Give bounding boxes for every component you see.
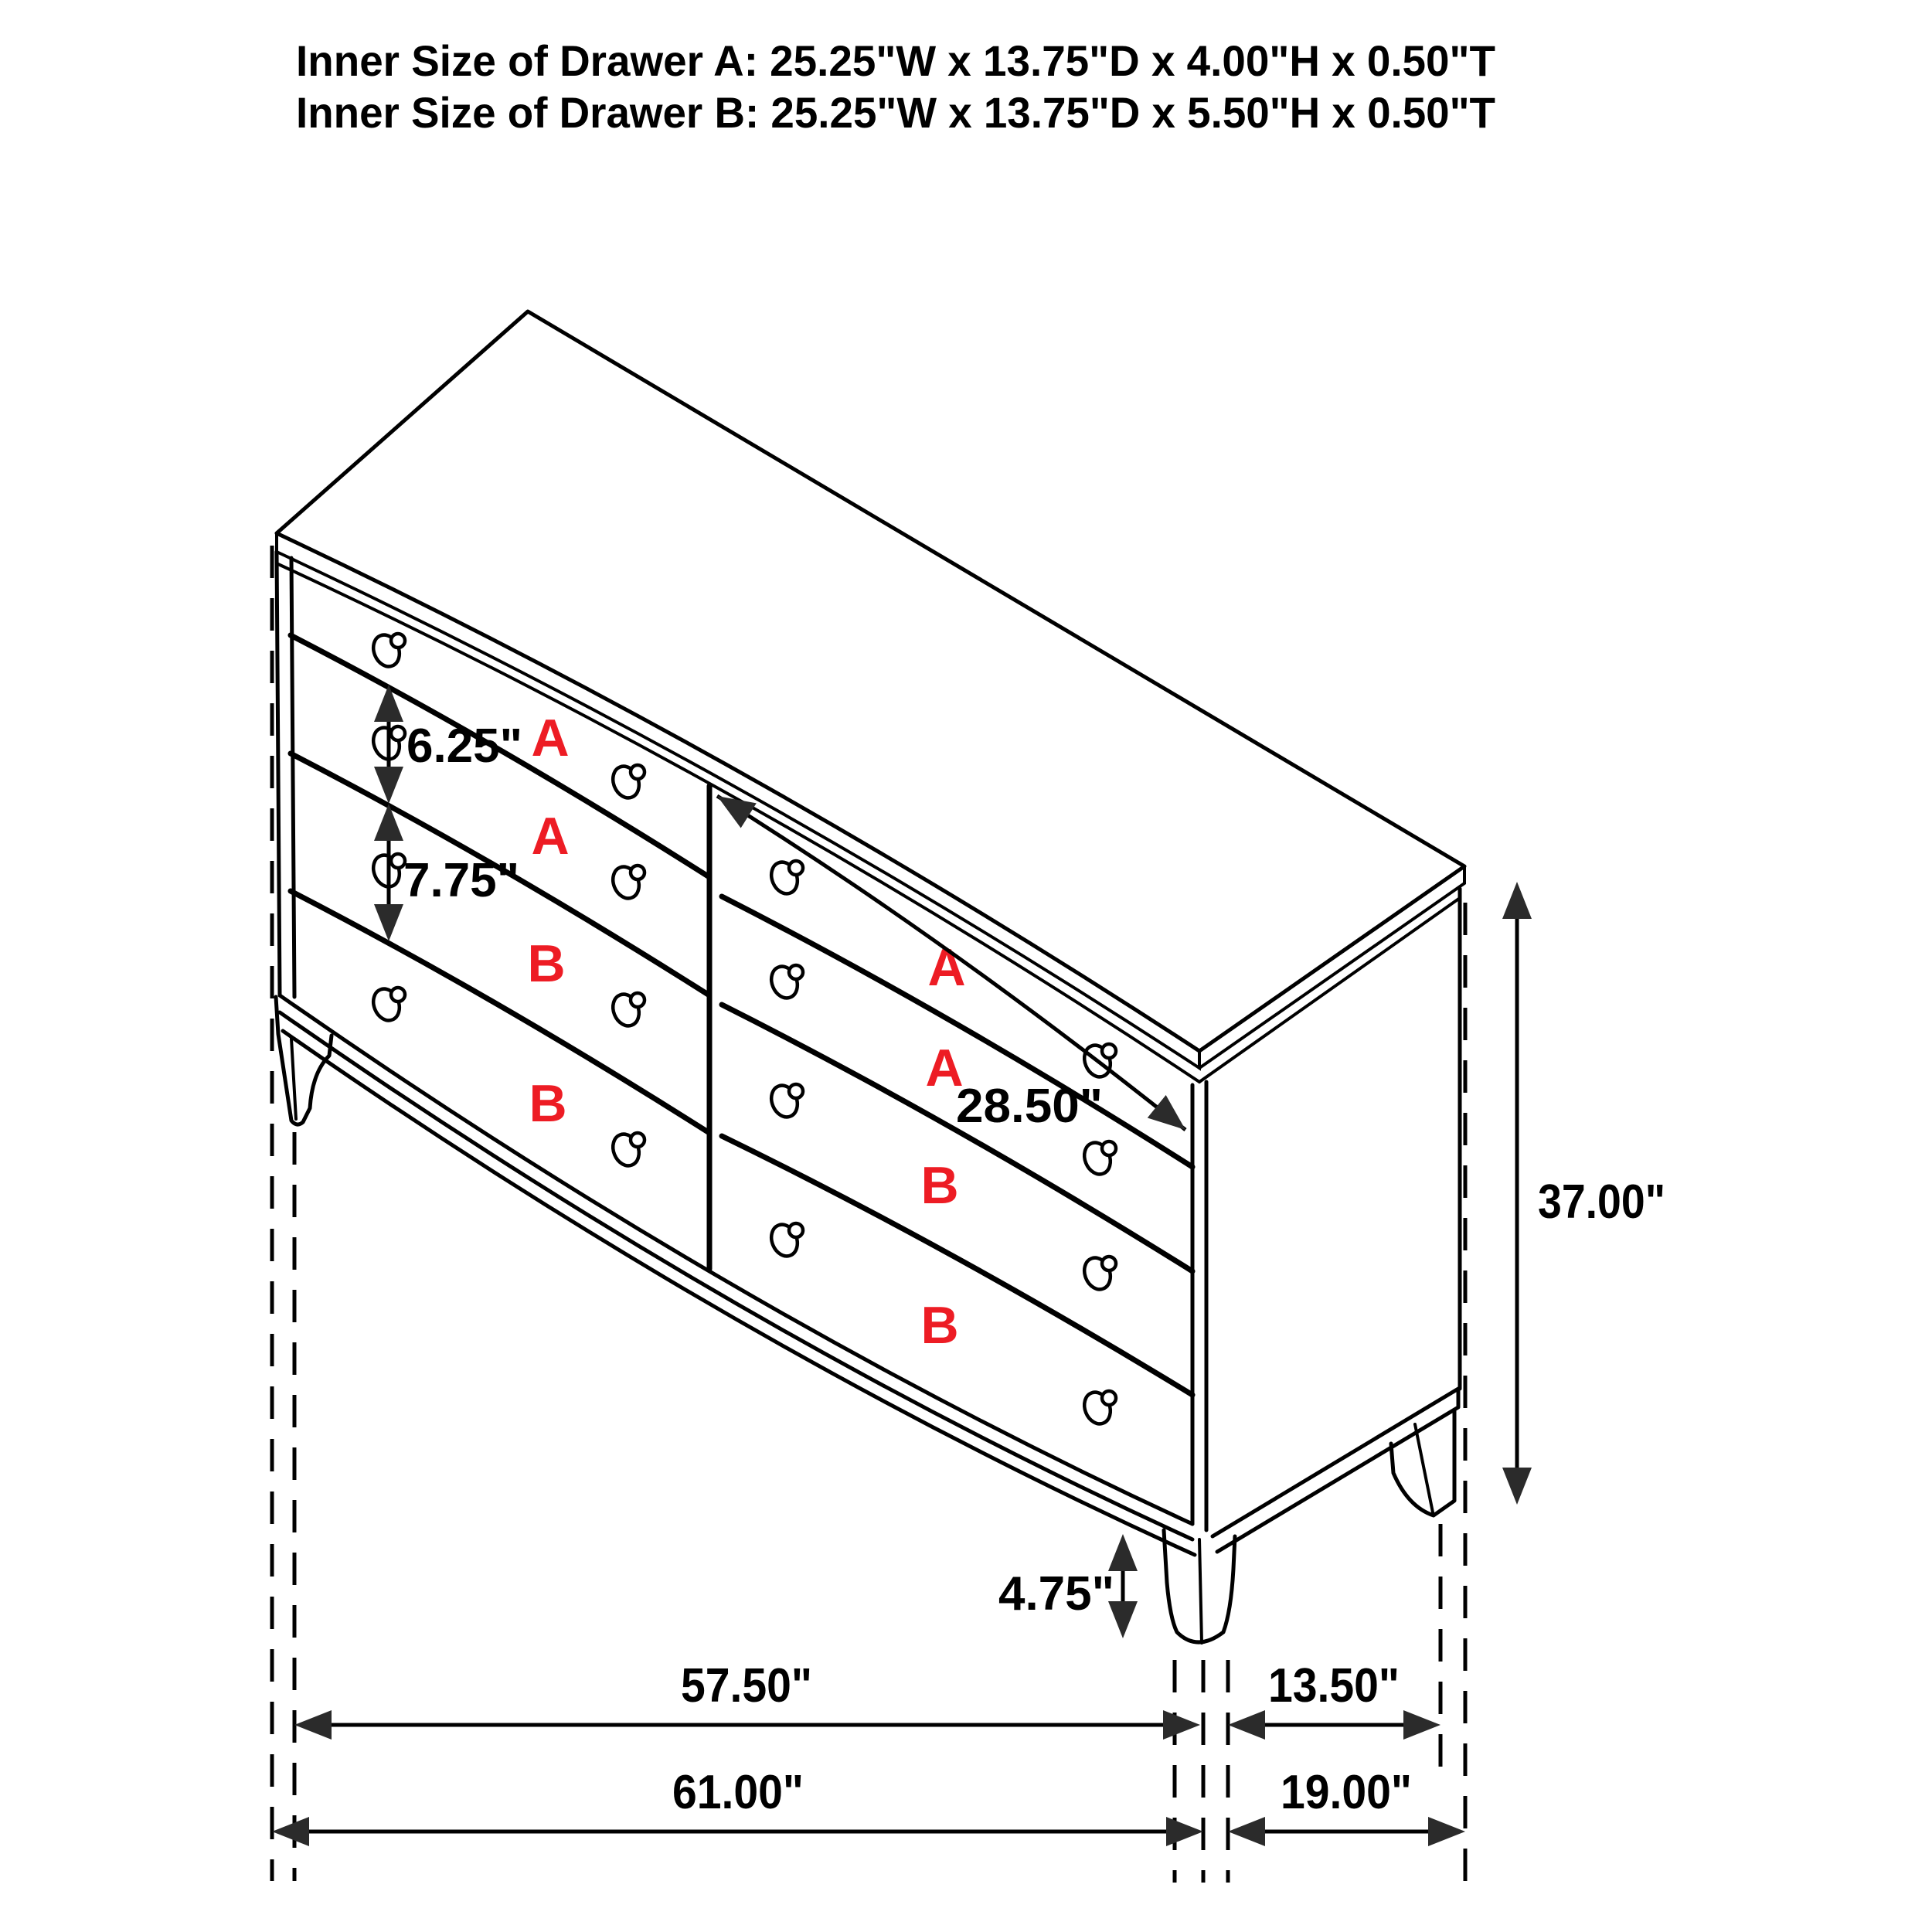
- label-left-drawer-4: B: [529, 1074, 567, 1133]
- front-left-leg-ridge: [291, 1039, 296, 1119]
- dim-side-leg-spacing: [1228, 1659, 1440, 1740]
- knob-icon: [767, 859, 803, 898]
- side-bottom-rail: [1213, 1389, 1458, 1552]
- dim-text-61-00: 61.00": [672, 1766, 804, 1819]
- label-right-drawer-1: A: [927, 938, 966, 997]
- knob-icon: [767, 963, 803, 1002]
- dim-text-6-25: 6.25": [406, 719, 522, 773]
- right-corner-post: [1192, 1082, 1206, 1530]
- header-drawer-b-size: Inner Size of Drawer B: 25.25"W x 13.75"D x 5.50"H x 0.50"T: [296, 88, 1495, 137]
- top-surface: [277, 311, 1464, 1051]
- dim-overall-depth: [1228, 1766, 1465, 1846]
- header-drawer-a-size: Inner Size of Drawer A: 25.25"W x 13.75"D x 4.00"H x 0.50"T: [296, 36, 1495, 85]
- knob-icon: [608, 863, 645, 903]
- label-left-drawer-1: A: [531, 709, 570, 767]
- header: [296, 36, 1495, 137]
- knob-icon: [369, 985, 405, 1025]
- dim-text-37-00: 37.00": [1538, 1175, 1665, 1229]
- dim-width-between-legs: [294, 1659, 1200, 1740]
- knob-icon: [608, 763, 645, 802]
- knob-icon: [608, 1131, 645, 1170]
- knob-icon: [608, 991, 645, 1030]
- knob-icon: [369, 631, 405, 671]
- dim-text-19-00: 19.00": [1281, 1766, 1412, 1819]
- dim-text-28-50: 28.50": [956, 1080, 1103, 1133]
- dim-overall-height: [1502, 882, 1665, 1505]
- label-right-drawer-4: B: [920, 1296, 959, 1355]
- label-left-drawer-2: A: [531, 807, 570, 866]
- dim-text-57-50: 57.50": [681, 1659, 812, 1713]
- back-right-leg-ridge: [1415, 1424, 1433, 1512]
- dim-text-13-50: 13.50": [1268, 1659, 1400, 1713]
- knob-icon: [767, 1221, 803, 1260]
- left-stile: [277, 552, 294, 997]
- dim-text-7-75: 7.75": [403, 854, 519, 907]
- dim-text-4-75: 4.75": [998, 1567, 1114, 1621]
- knob-icon: [767, 1082, 803, 1121]
- label-right-drawer-2: A: [925, 1039, 964, 1097]
- legs: [276, 997, 1454, 1643]
- left-drawer-line-3: [291, 891, 709, 1133]
- label-right-drawer-3: B: [920, 1156, 959, 1215]
- knob-icon: [1080, 1254, 1116, 1294]
- knob-icon: [1080, 1139, 1116, 1179]
- front-right-leg-ridge: [1199, 1539, 1202, 1643]
- knob-icon: [1080, 1389, 1116, 1428]
- dim-leg-height: [998, 1534, 1138, 1638]
- dresser-body: [276, 311, 1464, 1643]
- dim-overall-width: [272, 1766, 1203, 1846]
- label-left-drawer-3: B: [527, 934, 566, 993]
